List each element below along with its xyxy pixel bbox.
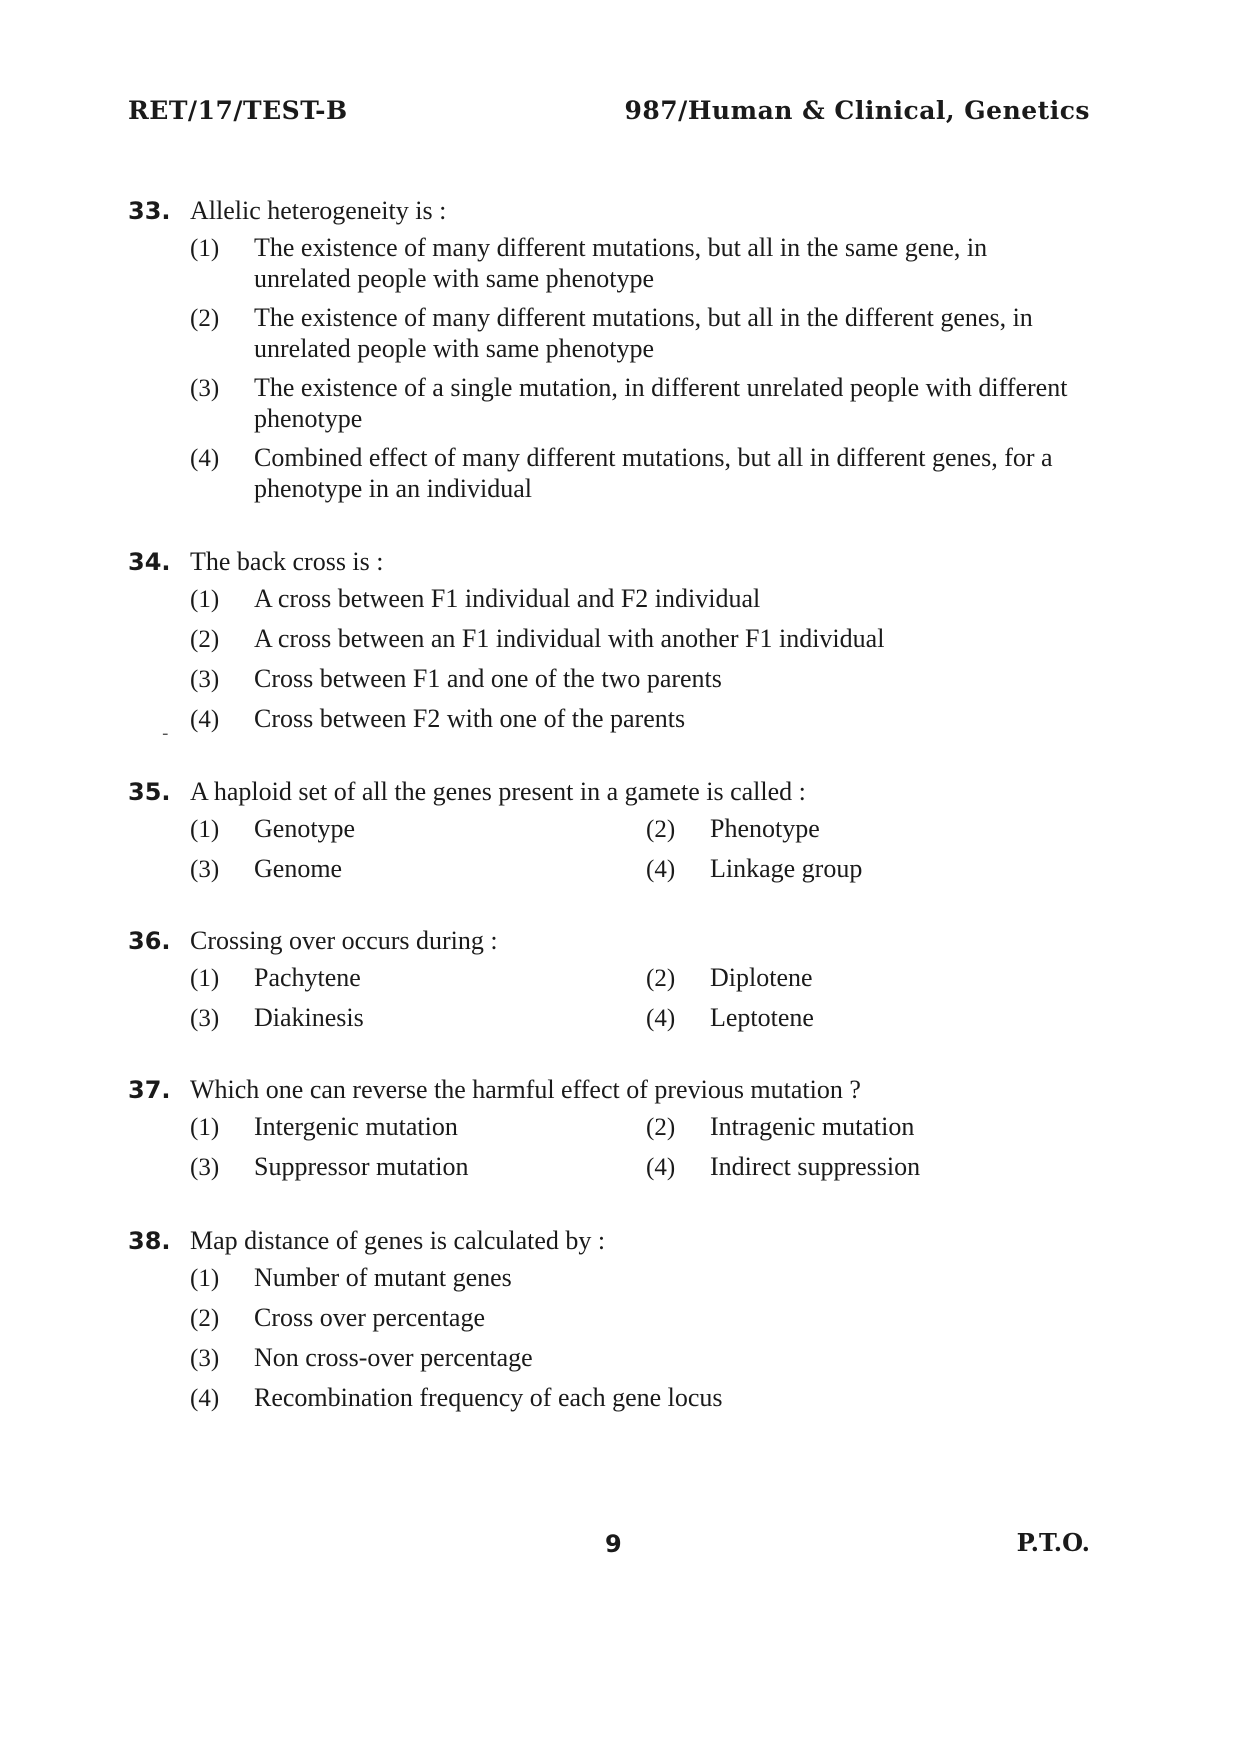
option-text: Leptotene xyxy=(710,1003,814,1032)
option-2 xyxy=(190,302,1088,364)
option-text: Indirect suppression xyxy=(710,1152,921,1181)
option-number: (1) xyxy=(190,1114,220,1141)
question-number: 37. xyxy=(128,1076,171,1104)
option-3 xyxy=(190,1151,646,1183)
option-3 xyxy=(190,372,1088,434)
option-1 xyxy=(190,962,646,994)
option-text: Cross between F1 and one of the two parents xyxy=(254,664,722,693)
option-3 xyxy=(190,853,646,885)
question-number: 38. xyxy=(128,1227,171,1255)
option-text: A cross between an F1 individual with another F1 individual xyxy=(254,624,885,653)
option-number: (4) xyxy=(646,1154,676,1181)
option-1 xyxy=(190,813,646,845)
option-1 xyxy=(190,583,1088,615)
option-number: (4) xyxy=(190,445,220,472)
question-text: Which one can reverse the harmful effect of previous mutation ? xyxy=(190,1075,861,1104)
question-number: 34. xyxy=(128,548,171,576)
option-4 xyxy=(646,1151,1046,1183)
option-number: (3) xyxy=(190,1345,220,1372)
option-text: Non cross-over percentage xyxy=(254,1343,533,1372)
option-number: (1) xyxy=(190,235,220,262)
page-number: 9 xyxy=(605,1530,622,1558)
option-text: Cross over percentage xyxy=(254,1303,486,1332)
option-2 xyxy=(190,1302,1088,1334)
option-number: (3) xyxy=(190,666,220,693)
question-text: Map distance of genes is calculated by : xyxy=(190,1226,606,1255)
option-number: (1) xyxy=(190,965,220,992)
question-38 xyxy=(128,1224,1088,1422)
question-number: 36. xyxy=(128,927,171,955)
option-text: Genotype xyxy=(254,814,356,843)
option-number: (4) xyxy=(646,856,676,883)
question-number: 33. xyxy=(128,197,171,225)
option-text: Genome xyxy=(254,854,343,883)
option-text: Intergenic mutation xyxy=(254,1112,458,1141)
question-36 xyxy=(128,924,1088,1034)
option-3 xyxy=(190,1342,1088,1374)
please-turn-over: P.T.O. xyxy=(1016,1528,1090,1557)
option-number: (4) xyxy=(190,1385,220,1412)
option-2 xyxy=(646,813,1046,845)
option-text: The existence of many different mutations, but all in the same gene, in unrelated people with same phenotype xyxy=(254,233,988,293)
option-text: Pachytene xyxy=(254,963,361,992)
option-3 xyxy=(190,1002,646,1034)
option-1 xyxy=(190,232,1088,294)
question-text: Crossing over occurs during : xyxy=(190,926,498,955)
option-number: (1) xyxy=(190,1265,220,1292)
option-number: (3) xyxy=(190,856,220,883)
option-number: (3) xyxy=(190,1005,220,1032)
option-number: (2) xyxy=(646,965,676,992)
question-33 xyxy=(128,194,1088,512)
option-number: (1) xyxy=(190,586,220,613)
option-number: (2) xyxy=(646,1114,676,1141)
option-4 xyxy=(646,853,1046,885)
option-2 xyxy=(646,1111,1046,1143)
option-4 xyxy=(190,1382,1088,1414)
pencil-tick-mark: - xyxy=(162,723,169,744)
option-number: (2) xyxy=(190,1305,220,1332)
option-number: (2) xyxy=(190,305,220,332)
option-2 xyxy=(190,623,1088,655)
option-text: Linkage group xyxy=(710,854,863,883)
option-1 xyxy=(190,1262,1088,1294)
option-number: (1) xyxy=(190,816,220,843)
option-number: (3) xyxy=(190,1154,220,1181)
question-text: Allelic heterogeneity is : xyxy=(190,196,447,225)
question-number: 35. xyxy=(128,778,171,806)
option-4 xyxy=(190,442,1088,504)
option-number: (2) xyxy=(190,626,220,653)
option-text: Combined effect of many different mutations, but all in different genes, for a phenotype in an individual xyxy=(254,443,1053,503)
option-4 xyxy=(646,1002,1046,1034)
question-text: A haploid set of all the genes present in a gamete is called : xyxy=(190,777,806,806)
question-34 xyxy=(128,545,1088,743)
option-text: Intragenic mutation xyxy=(710,1112,915,1141)
question-35 xyxy=(128,775,1088,885)
question-text: The back cross is : xyxy=(190,547,384,576)
paper-code: RET/17/TEST-B xyxy=(128,96,348,125)
option-text: Number of mutant genes xyxy=(254,1263,512,1292)
option-text: Suppressor mutation xyxy=(254,1152,469,1181)
option-2 xyxy=(646,962,1046,994)
option-number: (4) xyxy=(190,706,220,733)
option-text: Diplotene xyxy=(710,963,813,992)
option-text: Recombination frequency of each gene locus xyxy=(254,1383,723,1412)
option-text: The existence of a single mutation, in different unrelated people with different phenotype xyxy=(254,373,1068,433)
option-number: (3) xyxy=(190,375,220,402)
question-37 xyxy=(128,1073,1088,1183)
subject-title: 987/Human & Clinical, Genetics xyxy=(624,96,1090,125)
option-number: (2) xyxy=(646,816,676,843)
option-number: (4) xyxy=(646,1005,676,1032)
option-4 xyxy=(190,703,1088,735)
option-text: Cross between F2 with one of the parents xyxy=(254,704,686,733)
option-text: The existence of many different mutations, but all in the different genes, in unrelated people with same phenotype xyxy=(254,303,1033,363)
option-text: A cross between F1 individual and F2 individual xyxy=(254,584,761,613)
option-1 xyxy=(190,1111,646,1143)
option-text: Phenotype xyxy=(710,814,820,843)
option-3 xyxy=(190,663,1088,695)
option-text: Diakinesis xyxy=(254,1003,364,1032)
